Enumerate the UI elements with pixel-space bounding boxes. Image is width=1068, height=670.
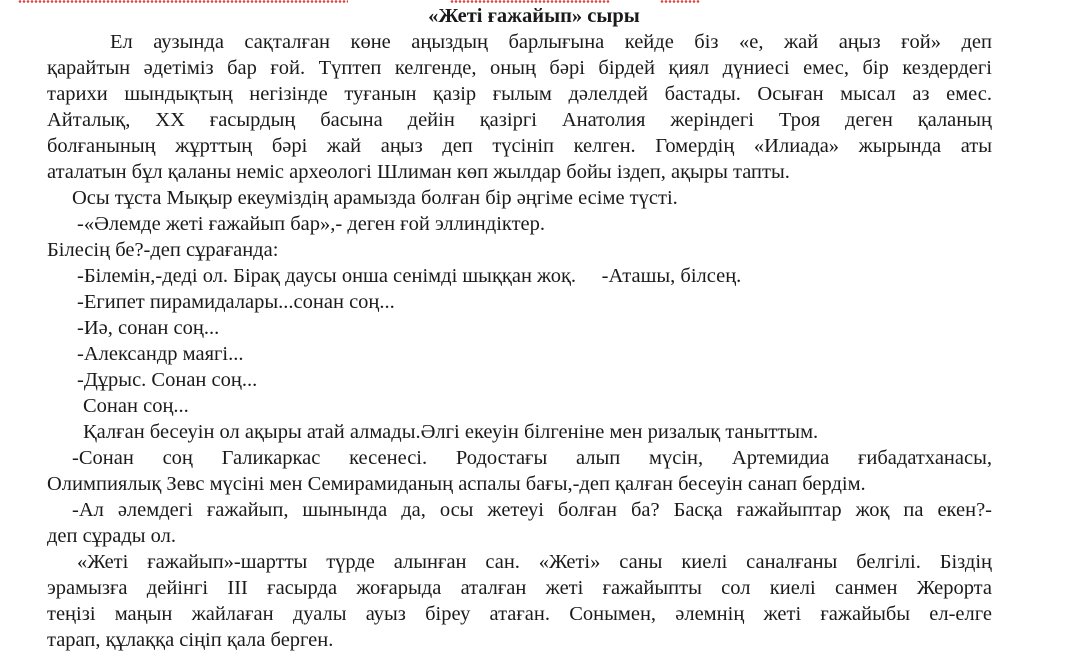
paragraph-line: тарап, құлаққа сіңіп қала берген. xyxy=(47,629,334,651)
dialogue-line: Сонан соң... xyxy=(83,395,189,417)
paragraph-line: эрамызға дейінгі III ғасырда жоғарыда аталған жеті ғажайыпты сол киелі санмен Жерорта xyxy=(47,577,992,599)
spellcheck-underline xyxy=(450,0,610,3)
paragraph-line: -Сонан соң Галикаркас кесенесі. Родостағы алып мүсін, Артемидиа ғибадатханасы, xyxy=(72,447,992,469)
paragraph-line: аталатын бұл қаланы неміс археологі Шлиман көп жылдар бойы іздеп, ақыры тапты. xyxy=(47,161,790,183)
dialogue-line: -Білемін,-деді ол. Бірақ даусы онша сенімді шыққан жоқ. -Аташы, білсең. xyxy=(77,265,742,287)
document-title: «Жеті ғажайып» сыры xyxy=(428,5,640,27)
paragraph-line: Ел аузында сақталған көне аңыздың барлығына кейде біз «е, жай аңыз ғой» деп xyxy=(110,31,992,53)
dialogue-line: -Дұрыс. Сонан соң... xyxy=(77,369,258,391)
paragraph-line: тарихи шындықтың негізінде туғанын қазір ғылым дәлелдей бастады. Осыған мысал аз емес. xyxy=(47,83,992,105)
paragraph-line: Осы тұста Мықыр екеуміздің арамызда болған бір әңгіме есіме түсті. xyxy=(72,187,678,209)
paragraph-line: қарайтын әдетіміз бар ғой. Түптеп келгенде, оның бәрі бірдей қиял дүниесі емес, бір кездердегі xyxy=(47,57,992,79)
paragraph-line: теңізі маңын жайлаған дуалы ауыз біреу атаған. Сонымен, әлемнің жеті ғажайыбы ел-елге xyxy=(47,603,992,625)
paragraph-line: Айталық, XX ғасырдың басына дейін қазіргі Анатолия жеріндегі Троя деген қаланың xyxy=(47,109,992,131)
paragraph-line: -Ал әлемдегі ғажайып, шынында да, осы жетеуі болған ба? Басқа ғажайыптар жоқ па екен?- xyxy=(72,499,992,521)
spellcheck-underline xyxy=(18,0,348,3)
dialogue-line: Білесің бе?-деп сұрағанда: xyxy=(47,239,279,261)
dialogue-line: -«Әлемде жеті ғажайып бар»,- деген ғой эллиндіктер. xyxy=(77,213,546,235)
dialogue-line: -Египет пирамидалары...сонан соң... xyxy=(77,291,395,313)
paragraph-line: деп сұрады ол. xyxy=(47,525,176,547)
paragraph-line: «Жеті ғажайып»-шартты түрде алынған сан. «Жеті» саны киелі саналғаны белгілі. Біздің xyxy=(77,551,992,573)
dialogue-line: -Александр маягі... xyxy=(77,343,244,365)
spellcheck-underline xyxy=(660,0,700,3)
paragraph-line: Олимпиялық Зевс мүсіні мен Семирамиданың аспалы бағы,-деп қалған бесеуін санап бердім. xyxy=(47,473,866,495)
paragraph-line: болғанының жұрттың бәрі жай аңыз деп түсініп келген. Гомердің «Илиада» жырында аты xyxy=(47,135,992,157)
dialogue-line: -Иә, сонан соң... xyxy=(77,317,220,339)
paragraph-line: Қалған бесеуін ол ақыры атай алмады.Әлгі екеуін білгеніне мен ризалық таныттым. xyxy=(83,421,819,443)
